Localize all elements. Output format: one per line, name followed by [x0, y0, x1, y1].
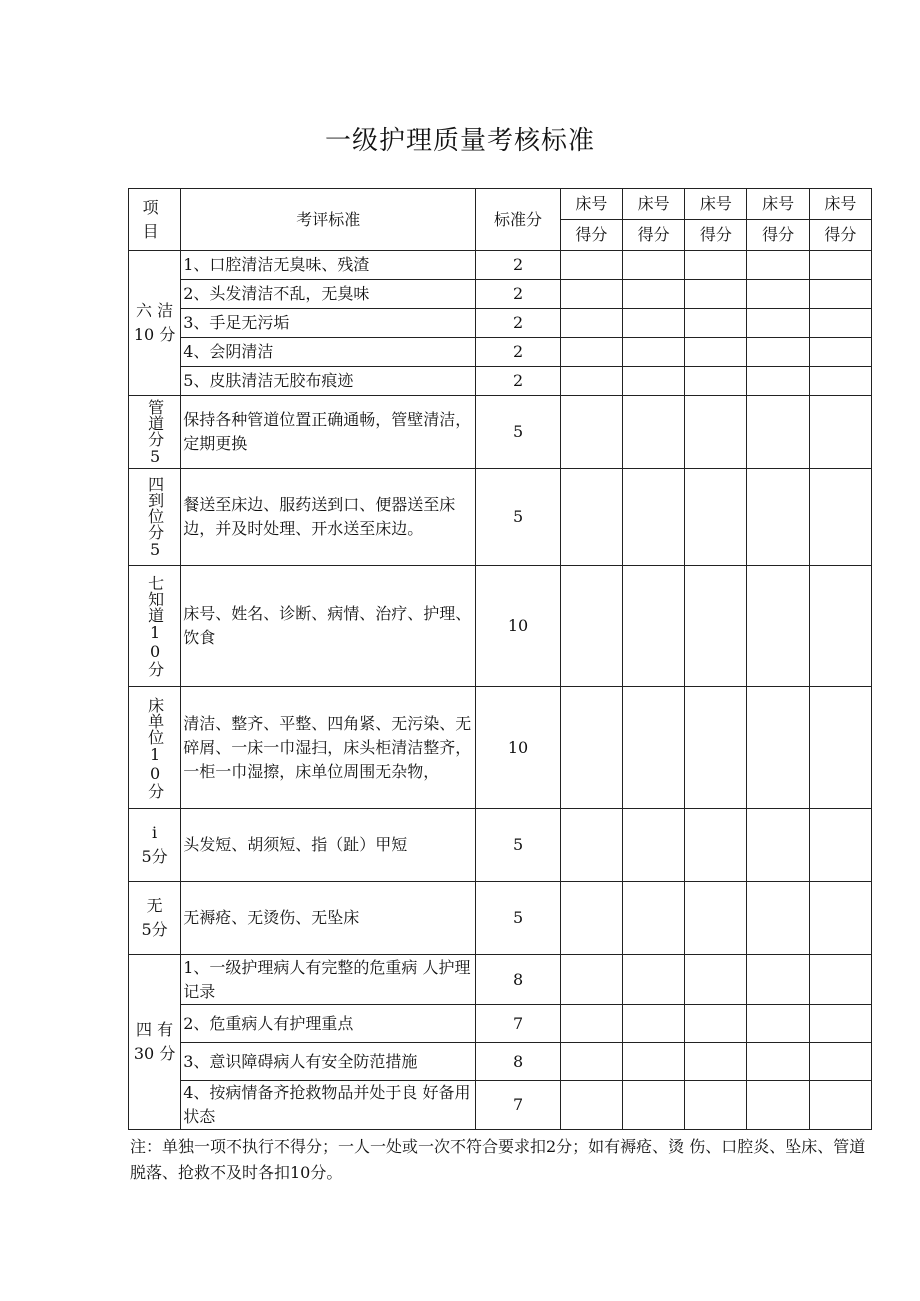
score-cell[interactable] [747, 1005, 809, 1043]
score-cell[interactable] [560, 309, 622, 338]
score-cell[interactable] [747, 469, 809, 566]
standard-score: 5 [476, 469, 560, 566]
score-cell[interactable] [809, 809, 871, 882]
score-cell[interactable] [747, 955, 809, 1005]
score-cell[interactable] [622, 251, 684, 280]
score-cell[interactable] [747, 566, 809, 687]
score-cell[interactable] [747, 251, 809, 280]
criteria-text: 2、头发清洁不乱，无臭味 [181, 280, 476, 309]
score-cell[interactable] [622, 367, 684, 396]
score-cell[interactable] [685, 1081, 747, 1130]
score-cell[interactable] [809, 955, 871, 1005]
score-cell[interactable] [809, 687, 871, 809]
score-cell[interactable] [747, 280, 809, 309]
score-cell[interactable] [622, 396, 684, 469]
standard-score: 8 [476, 955, 560, 1005]
score-cell[interactable] [747, 367, 809, 396]
score-cell[interactable] [685, 309, 747, 338]
category-line: 10 分 [133, 325, 176, 344]
score-cell[interactable] [622, 1043, 684, 1081]
score-cell[interactable] [747, 1043, 809, 1081]
criteria-text: 1、口腔清洁无臭味、残渣 [181, 251, 476, 280]
page-title: 一级护理质量考核标准 [324, 126, 595, 156]
score-cell[interactable] [622, 566, 684, 687]
category-six-clean [129, 251, 181, 396]
score-cell[interactable] [809, 396, 871, 469]
standard-score: 10 [476, 687, 560, 809]
score-cell[interactable] [560, 396, 622, 469]
score-cell[interactable] [685, 469, 747, 566]
score-cell[interactable] [809, 309, 871, 338]
category-three-no [129, 882, 181, 955]
standard-score: 7 [476, 1081, 560, 1130]
header-score-5: 得分 [809, 220, 871, 251]
score-cell[interactable] [809, 251, 871, 280]
footnote: 注：单独一项不执行不得分；一人一处或一次不符合要求扣2分；如有褥疮、烫 伤、口腔炎、坠床、管道脱落、抢救不及时各扣10分。 [130, 1137, 866, 1182]
category-bed-unit [129, 687, 181, 809]
category-line: 七知道10分 [145, 575, 165, 677]
criteria-text: 4、会阴清洁 [181, 338, 476, 367]
category-four-have [129, 955, 181, 1130]
score-cell[interactable] [809, 882, 871, 955]
score-cell[interactable] [809, 469, 871, 566]
score-cell[interactable] [685, 955, 747, 1005]
score-cell[interactable] [809, 1005, 871, 1043]
criteria-text: 5、皮肤清洁无胶布痕迹 [181, 367, 476, 396]
category-line: 无 [146, 896, 163, 915]
score-cell[interactable] [560, 1081, 622, 1130]
criteria-text: 1、一级护理病人有完整的危重病 人护理记录 [181, 955, 476, 1005]
score-cell[interactable] [809, 1081, 871, 1130]
score-cell[interactable] [685, 251, 747, 280]
score-cell[interactable] [685, 809, 747, 882]
header-score-3: 得分 [685, 220, 747, 251]
score-cell[interactable] [622, 687, 684, 809]
header-bed-2: 床号 [622, 189, 684, 220]
score-cell[interactable] [747, 309, 809, 338]
standard-score: 2 [476, 367, 560, 396]
criteria-text: 清洁、整齐、平整、四角紧、无污染、无碎屑、一床一巾湿扫，床头柜清洁整齐，一柜一巾湿擦，床单位周围无杂物， [181, 687, 476, 809]
score-cell[interactable] [560, 1005, 622, 1043]
score-cell[interactable] [622, 469, 684, 566]
score-cell[interactable] [560, 566, 622, 687]
score-cell[interactable] [747, 338, 809, 367]
score-cell[interactable] [685, 338, 747, 367]
score-cell[interactable] [685, 1043, 747, 1081]
score-cell[interactable] [560, 367, 622, 396]
criteria-text: 餐送至床边、服药送到口、便器送至床边，并及时处理、开水送至床边。 [181, 469, 476, 566]
score-cell[interactable] [560, 809, 622, 882]
score-cell[interactable] [622, 338, 684, 367]
score-cell[interactable] [560, 882, 622, 955]
header-bed-5: 床号 [809, 189, 871, 220]
category-line: 四到位分5 [145, 475, 165, 559]
score-cell[interactable] [747, 1081, 809, 1130]
category-three-short [129, 809, 181, 882]
score-cell[interactable] [747, 687, 809, 809]
category-line: 5分 [141, 920, 168, 939]
score-cell[interactable] [560, 251, 622, 280]
score-cell[interactable] [560, 1043, 622, 1081]
score-cell[interactable] [809, 566, 871, 687]
header-bed-1: 床号 [560, 189, 622, 220]
score-cell[interactable] [685, 280, 747, 309]
criteria-text: 3、意识障碍病人有安全防范措施 [181, 1043, 476, 1081]
score-cell[interactable] [560, 338, 622, 367]
criteria-text: 3、手足无污垢 [181, 309, 476, 338]
category-seven-know [129, 566, 181, 687]
score-cell[interactable] [747, 809, 809, 882]
standard-score: 8 [476, 1043, 560, 1081]
header-score-1: 得分 [560, 220, 622, 251]
criteria-text: 4、按病情备齐抢救物品并处于良 好备用状态 [181, 1081, 476, 1130]
score-cell[interactable] [809, 280, 871, 309]
category-line: 六 洁 [136, 301, 174, 320]
standard-score: 10 [476, 566, 560, 687]
category-tubes [129, 396, 181, 469]
header-criteria: 考评标准 [181, 189, 476, 251]
score-cell[interactable] [747, 882, 809, 955]
score-cell[interactable] [560, 280, 622, 309]
criteria-text: 2、危重病人有护理重点 [181, 1005, 476, 1043]
category-line: i [152, 823, 158, 842]
score-cell[interactable] [622, 1081, 684, 1130]
score-cell[interactable] [622, 882, 684, 955]
score-cell[interactable] [685, 367, 747, 396]
score-cell[interactable] [622, 809, 684, 882]
standard-score: 5 [476, 882, 560, 955]
score-cell[interactable] [622, 1005, 684, 1043]
score-cell[interactable] [747, 396, 809, 469]
header-bed-3: 床号 [685, 189, 747, 220]
score-cell[interactable] [622, 955, 684, 1005]
assessment-table [128, 188, 872, 1130]
criteria-text: 头发短、胡须短、指（趾）甲短 [181, 809, 476, 882]
score-cell[interactable] [809, 367, 871, 396]
standard-score: 2 [476, 280, 560, 309]
category-line: 床单位10分 [145, 696, 165, 799]
score-cell[interactable] [809, 1043, 871, 1081]
category-line: 管道分5 [145, 398, 165, 466]
score-cell[interactable] [685, 566, 747, 687]
score-cell[interactable] [560, 469, 622, 566]
standard-score: 5 [476, 809, 560, 882]
standard-score: 2 [476, 251, 560, 280]
category-line: 四 有 [136, 1020, 174, 1039]
criteria-text: 无褥疮、无烫伤、无坠床 [181, 882, 476, 955]
header-score-2: 得分 [622, 220, 684, 251]
header-project: 项 目 [129, 189, 181, 251]
score-cell[interactable] [560, 955, 622, 1005]
score-cell[interactable] [685, 396, 747, 469]
standard-score: 7 [476, 1005, 560, 1043]
header-score-4: 得分 [747, 220, 809, 251]
score-cell[interactable] [685, 1005, 747, 1043]
score-cell[interactable] [685, 687, 747, 809]
score-cell[interactable] [622, 309, 684, 338]
criteria-text: 床号、姓名、诊断、病情、治疗、护理、饮食 [181, 566, 476, 687]
score-cell[interactable] [560, 687, 622, 809]
criteria-text: 保持各种管道位置正确通畅，管壁清洁，定期更换 [181, 396, 476, 469]
header-standard: 标准分 [476, 189, 560, 251]
category-four-in-place [129, 469, 181, 566]
standard-score: 2 [476, 309, 560, 338]
standard-score: 2 [476, 338, 560, 367]
header-bed-4: 床号 [747, 189, 809, 220]
category-line: 30 分 [133, 1044, 176, 1063]
score-cell[interactable] [622, 280, 684, 309]
score-cell[interactable] [685, 882, 747, 955]
standard-score: 5 [476, 396, 560, 469]
category-line: 5分 [141, 847, 168, 866]
score-cell[interactable] [809, 338, 871, 367]
